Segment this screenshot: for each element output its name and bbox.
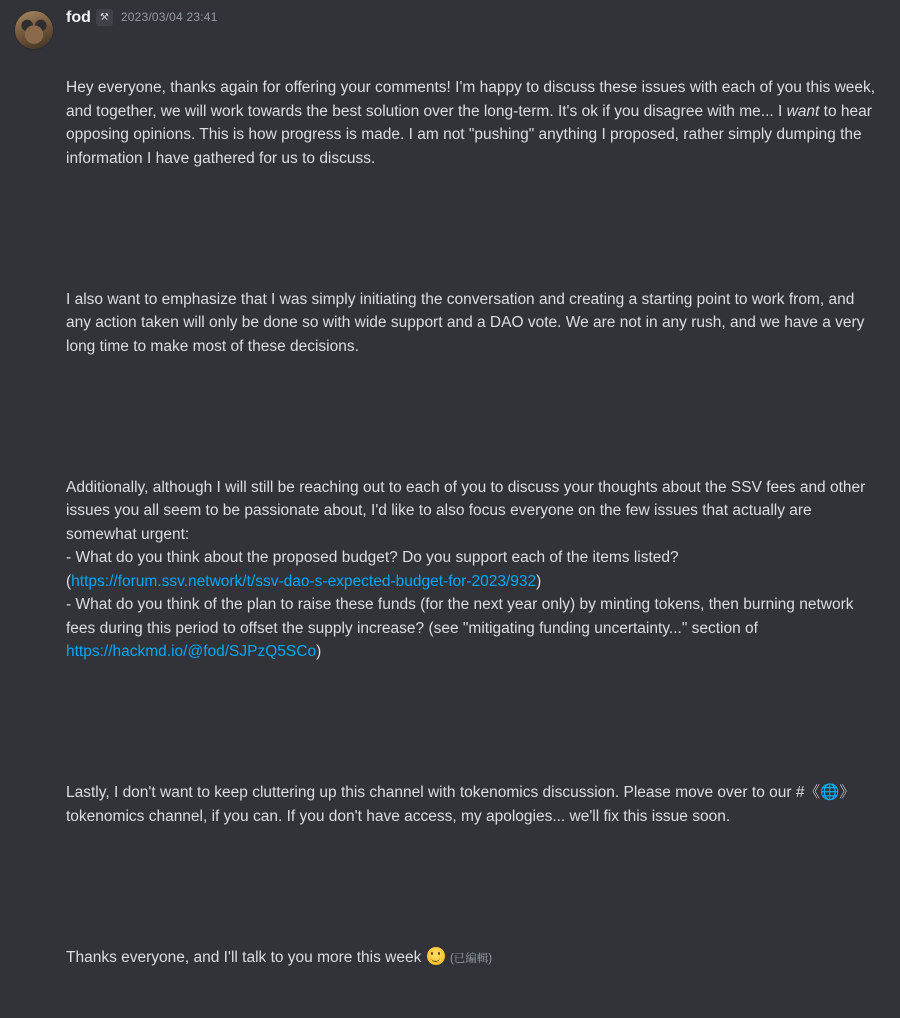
paragraph-3-close-paren-1: ) — [536, 572, 542, 590]
username[interactable]: fod — [66, 9, 91, 26]
paragraph-3 — [66, 476, 882, 664]
message-body — [66, 8, 882, 1018]
paragraph-spacer — [66, 217, 882, 241]
paragraph-5 — [66, 946, 882, 972]
paragraph-5-text: Thanks everyone, and I'll talk to you more this week — [66, 948, 426, 966]
paragraph-1-text-a: Hey everyone, thanks again for offering your comments! I'm happy to discuss these issues with each of you this week, and together, we will work towards the best solution over the long-term. It's ok if you disagree with me... I — [66, 79, 880, 120]
avatar[interactable] — [14, 10, 54, 50]
paragraph-spacer — [66, 405, 882, 429]
paragraph-3-close-paren-2: ) — [316, 643, 322, 661]
paragraph-4-text-b: tokenomics channel, if you can. If you don't have access, my apologies... we'll fix this issue soon. — [66, 784, 860, 825]
edited-label: (已編輯) — [449, 952, 493, 965]
hackmd-link[interactable]: https://hackmd.io/@fod/SJPzQ5SCo — [66, 643, 317, 661]
message-header — [66, 8, 882, 27]
slight-smile-emoji — [427, 947, 445, 965]
paragraph-spacer — [66, 711, 882, 735]
paragraph-spacer — [66, 875, 882, 899]
bot-badge-icon: ⚒ — [96, 9, 113, 26]
paragraph-4-text-a: Lastly, I don't want to keep cluttering up this channel with tokenomics discussion. Please move over to our # — [66, 784, 805, 802]
paragraph-1-text-b: to hear opposing opinions. This is how progress is made. I am not "pushing" anything I proposed, rather simply dumping the information I have gathered for us to discuss. — [66, 102, 877, 167]
paragraph-2: I also want to emphasize that I was simply initiating the conversation and creating a starting point to work from, and any action taken will only be done so with wide support and a DAO vote. We are not in any rush, and we have a very long time to make most of these decisions. — [66, 290, 869, 355]
paragraph-4 — [66, 781, 882, 828]
paragraph-3-question-1: - What do you think about the proposed budget? Do you support each of the items listed? ( — [66, 549, 683, 590]
paragraph-1-emphasis: want — [786, 102, 820, 120]
globe-channel-icon: 《🌐》 — [804, 784, 855, 802]
paragraph-3-intro: Additionally, although I will still be reaching out to each of you to discuss your thoughts about the SSV fees and other issues you all seem to be passionate about, I'd like to also focus everyone on the few issues that actually are somewhat urgent: — [66, 478, 870, 543]
budget-forum-link[interactable]: https://forum.ssv.network/t/ssv-dao-s-expected-budget-for-2023/932 — [71, 572, 537, 590]
paragraph-1 — [66, 76, 882, 170]
message-timestamp: 2023/03/04 23:41 — [120, 10, 218, 25]
paragraph-3-question-2: - What do you think of the plan to raise these funds (for the next year only) by minting tokens, then burning network fees during this period to offset the supply increase? (see "mitigating funding uncertainty..." section of — [66, 596, 858, 637]
message-content — [66, 29, 882, 1018]
